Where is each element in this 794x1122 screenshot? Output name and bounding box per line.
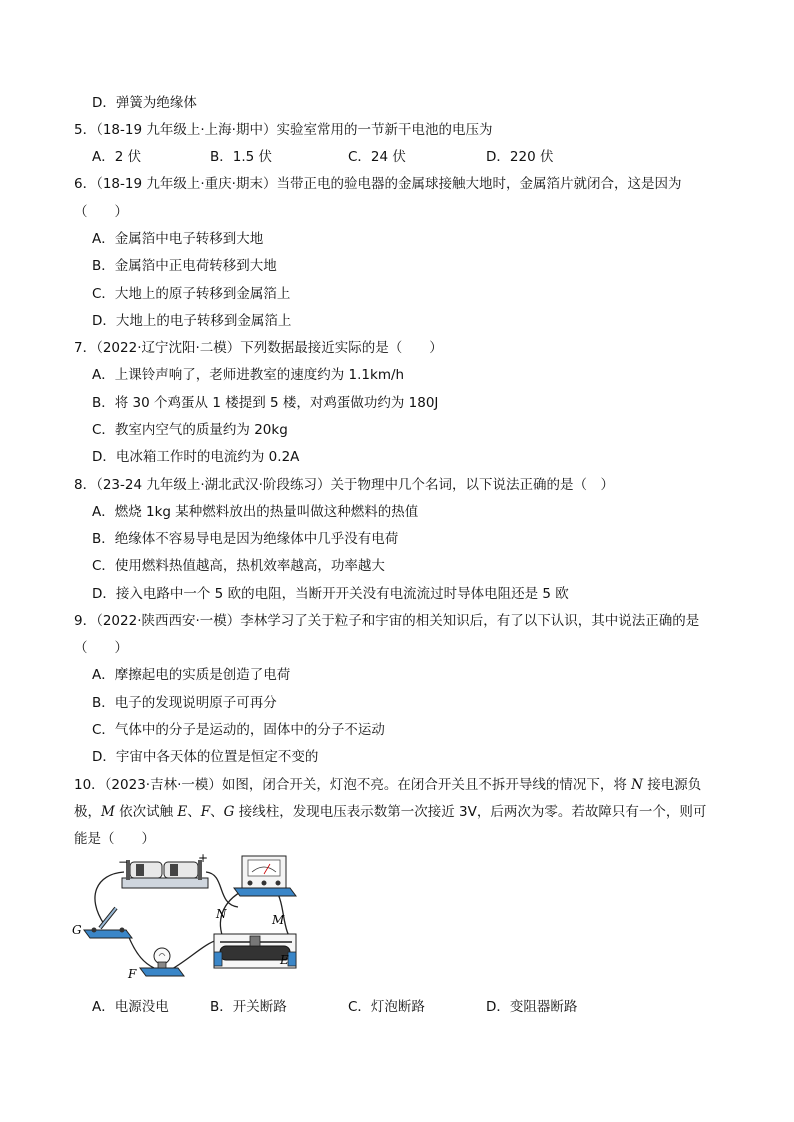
q10-option-c: C．灯泡断路 (348, 999, 425, 1015)
q6-option-b: B．金属箔中正电荷转移到大地 (92, 258, 277, 274)
q5-option-b: B．1.5 伏 (210, 149, 273, 165)
q10-text: 接线柱，发现电压表示数第一次接近 3V，后两次为零。若故障只有一个，则可 (234, 804, 707, 820)
q7-stem: 7．（2022·辽宁沈阳·二模）下列数据最接近实际的是（ ） (74, 340, 443, 356)
terminal-n-label: N (216, 907, 227, 921)
q7-option-a: A．上课铃声响了，老师进教室的速度约为 1.1km/h (92, 367, 405, 383)
terminal-m-label: M (272, 913, 285, 927)
q6-option-a: A．金属箔中电子转移到大地 (92, 231, 264, 247)
q10-var-e: E (177, 804, 188, 820)
q10-text: 、 (210, 804, 224, 820)
lamp-icon (140, 948, 184, 976)
q6-option-c: C．大地上的原子转移到金属箔上 (92, 286, 291, 302)
q10-var-f: F (200, 804, 211, 820)
q10-var-m: M (101, 804, 115, 820)
q7-option-d: D．电冰箱工作时的电流约为 0.2A (92, 449, 300, 465)
q7-option-b: B．将 30 个鸡蛋从 1 楼提到 5 楼，对鸡蛋做功约为 180J (92, 395, 439, 411)
q10-text: 极， (74, 804, 101, 820)
q9-stem: 9．（2022·陕西西安·一模）李林学习了关于粒子和宇宙的相关知识后，有了以下认识，其中说法正确的是 (74, 613, 700, 629)
q10-text: 10．（2023·吉林·一模）如图，闭合开关，灯泡不亮。在闭合开关且不拆开导线的情况下，将 (74, 777, 632, 793)
q10-var-g: G (223, 804, 235, 820)
q10-option-d: D．变阻器断路 (486, 999, 578, 1015)
terminal-e-label: E (280, 953, 289, 967)
q9-option-d: D．宇宙中各天体的位置是恒定不变的 (92, 749, 319, 765)
q8-stem: 8．（23-24 九年级上·湖北武汉·阶段练习）关于物理中几个名词，以下说法正确的是（ ） (74, 477, 614, 493)
battery-minus-label: − (118, 855, 129, 869)
q8-option-a: A．燃烧 1kg 某种燃料放出的热量叫做这种燃料的热值 (92, 504, 419, 520)
q5-option-a: A．2 伏 (92, 149, 142, 165)
q5-stem: 5．（18-19 九年级上·上海·期中）实验室常用的一节新干电池的电压为 (74, 122, 493, 138)
q10-stem-line3: 能是（ ） (74, 831, 155, 847)
q10-stem-line2 (74, 803, 706, 821)
q9-option-b: B．电子的发现说明原子可再分 (92, 695, 277, 711)
q4-option-d: D．弹簧为绝缘体 (92, 95, 197, 111)
voltmeter-icon (234, 856, 296, 896)
q5-option-c: C．24 伏 (348, 149, 406, 165)
terminal-f-label: F (128, 967, 137, 981)
circuit-figure (66, 852, 326, 994)
q6-option-d: D．大地上的电子转移到金属箔上 (92, 313, 292, 329)
q8-option-b: B．绝缘体不容易导电是因为绝缘体中几乎没有电荷 (92, 531, 399, 547)
q10-option-a: A．电源没电 (92, 999, 169, 1015)
q6-stem-bracket: （ ） (74, 204, 128, 220)
q5-option-d: D．220 伏 (486, 149, 554, 165)
switch-icon (84, 908, 132, 938)
battery-icon (122, 860, 208, 888)
terminal-g-label: G (72, 923, 82, 937)
q8-option-c: C．使用燃料热值越高，热机效率越高，功率越大 (92, 558, 385, 574)
q7-option-c: C．教室内空气的质量约为 20kg (92, 422, 288, 438)
q9-stem-bracket: （ ） (74, 640, 128, 656)
q6-stem: 6．（18-19 九年级上·重庆·期末）当带正电的验电器的金属球接触大地时，金属箔片就闭合，这是因为 (74, 176, 682, 192)
q9-option-c: C．气体中的分子是运动的，固体中的分子不运动 (92, 722, 385, 738)
q10-text: 接电源负 (642, 777, 702, 793)
q10-text: 依次试触 (114, 804, 178, 820)
q10-text: 、 (187, 804, 201, 820)
q8-option-d: D．接入电路中一个 5 欧的电阻，当断开开关没有电流流过时导体电阻还是 5 欧 (92, 586, 569, 602)
q10-stem-line1 (74, 776, 701, 794)
q9-option-a: A．摩擦起电的实质是创造了电荷 (92, 667, 291, 683)
q10-option-b: B．开关断路 (210, 999, 287, 1015)
battery-plus-label: + (198, 852, 209, 865)
q10-var-n: N (631, 777, 643, 793)
